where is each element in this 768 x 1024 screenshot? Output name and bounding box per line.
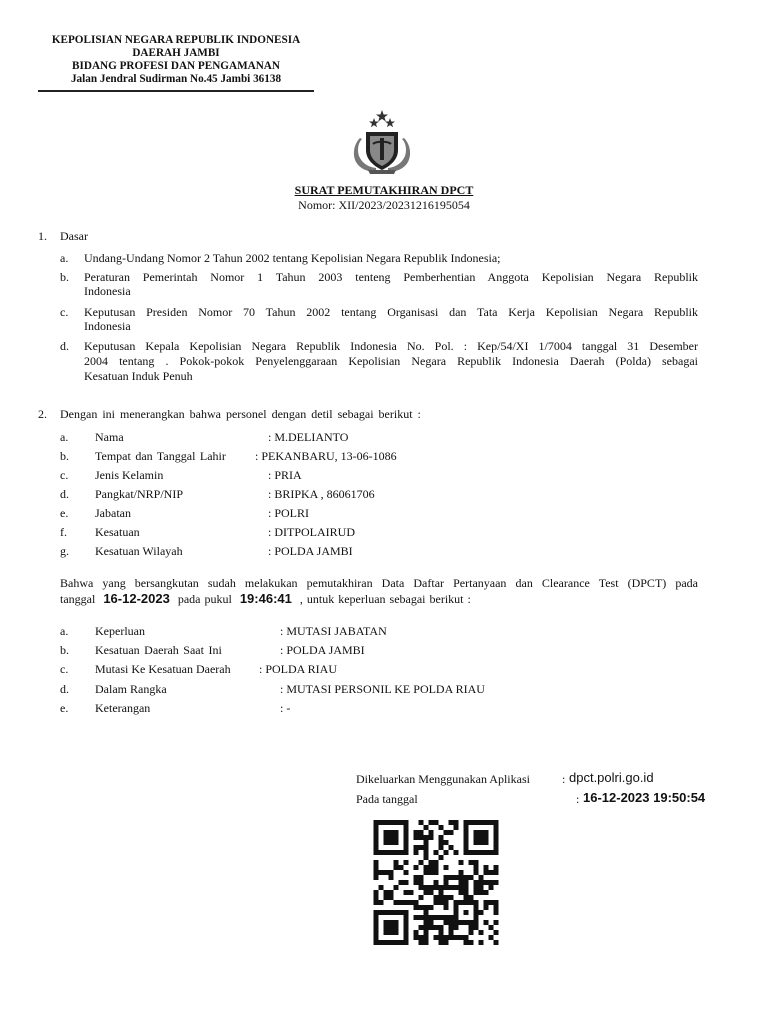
detail-label: Kesatuan Wilayah (95, 544, 183, 558)
dasar-item-letter: b. (60, 270, 69, 284)
detail-letter: b. (60, 449, 69, 463)
detail-letter: f. (60, 525, 67, 539)
dasar-item-text: Undang-Undang Nomor 2 Tahun 2002 tentang Kepolisian Negara Republik Indonesia; (84, 251, 501, 265)
purpose-value: : POLDA RIAU (259, 662, 338, 676)
detail-letter: e. (60, 506, 69, 520)
detail-label: Nama (95, 430, 124, 444)
purpose-value: : - (280, 701, 291, 715)
detail-value: : M.DELIANTO (268, 430, 349, 444)
detail-value: : POLRI (268, 506, 310, 520)
detail-value: : PEKANBARU, 13-06-1086 (255, 449, 397, 463)
purpose-value: : POLDA JAMBI (280, 643, 365, 657)
section-1-heading: Dasar (60, 229, 88, 243)
issued-date: 16-12-2023 19:50:54 (583, 790, 706, 805)
dasar-item-letter: c. (60, 305, 69, 319)
date-label: Pada tanggal (356, 792, 418, 806)
statement-suffix: , untuk keperluan sebagai berikut : (299, 592, 471, 606)
purpose-value: : MUTASI PERSONIL KE POLDA RIAU (280, 682, 485, 696)
police-emblem-icon (346, 108, 418, 176)
purpose-letter: d. (60, 682, 69, 696)
section-2-number: 2. (38, 407, 47, 421)
letterhead-address: Jalan Jendral Sudirman No.45 Jambi 36138 (70, 73, 282, 85)
detail-letter: d. (60, 487, 69, 501)
letterhead-line-3: BIDANG PROFESI DAN PENGAMANAN (72, 60, 280, 72)
dasar-item-letter: d. (60, 339, 69, 353)
app-url: dpct.polri.go.id (569, 770, 654, 785)
section-1-number: 1. (38, 229, 47, 243)
dasar-item-text: Indonesia (84, 284, 131, 298)
dasar-item-letter: a. (60, 251, 69, 265)
dasar-item-text: 2004 tentang . Pokok-pokok Penyelenggaraan Kepolisian Negara Republik Indonesia Daerah (Polda) sebagai (84, 354, 698, 368)
detail-letter: g. (60, 544, 69, 558)
detail-value: : BRIPKA , 86061706 (268, 487, 375, 501)
detail-label: Kesatuan (95, 525, 140, 539)
statement-line-2 (60, 592, 471, 607)
qr-code-icon (371, 820, 501, 945)
statement-mid: pada pukul (177, 592, 232, 606)
detail-letter: a. (60, 430, 69, 444)
purpose-letter: e. (60, 701, 69, 715)
detail-label: Tempat dan Tanggal Lahir (95, 449, 226, 463)
detail-value: : POLDA JAMBI (268, 544, 353, 558)
purpose-letter: a. (60, 624, 69, 638)
letterhead (38, 34, 314, 86)
statement-line-1: Bahwa yang bersangkutan sudah melakukan pemutakhiran Data Daftar Pertanyaan dan Clearance Test (DPCT) pada (60, 576, 698, 590)
purpose-letter: b. (60, 643, 69, 657)
purpose-label: Dalam Rangka (95, 682, 167, 696)
purpose-label: Keterangan (95, 701, 151, 715)
section-2-intro: Dengan ini menerangkan bahwa personel dengan detil sebagai berikut : (60, 407, 421, 421)
detail-value: : PRIA (268, 468, 302, 482)
date-colon: : (576, 792, 580, 806)
letterhead-line-2: DAERAH JAMBI (132, 47, 220, 59)
statement-date: 16-12-2023 (103, 591, 170, 606)
dasar-item-text: Keputusan Presiden Nomor 70 Tahun 2002 tentang Organisasi dan Tata Kerja Kepolisian Negara Republik (84, 305, 698, 319)
statement-prefix: tanggal (60, 592, 96, 606)
letterhead-line-1: KEPOLISIAN NEGARA REPUBLIK INDONESIA (51, 34, 301, 46)
purpose-label: Keperluan (95, 624, 145, 638)
dasar-item-text: Keputusan Kepala Kepolisian Negara Republik Indonesia No. Pol. : Kep/54/XI 1/7004 tanggal 31 Desember (84, 339, 698, 353)
issued-label: Dikeluarkan Menggunakan Aplikasi (356, 772, 530, 786)
document-title: SURAT PEMUTAKHIRAN DPCT (294, 183, 474, 197)
issued-colon: : (562, 772, 566, 786)
detail-label: Jenis Kelamin (95, 468, 164, 482)
detail-label: Jabatan (95, 506, 131, 520)
statement-time: 19:46:41 (239, 591, 292, 606)
dasar-item-text: Peraturan Pemerintah Nomor 1 Tahun 2003 tenteng Pemberhentian Anggota Kepolisian Negara Republik (84, 270, 698, 284)
detail-letter: c. (60, 468, 69, 482)
dasar-item-text: Indonesia (84, 319, 131, 333)
purpose-label: Mutasi Ke Kesatuan Daerah (95, 662, 231, 676)
dasar-item-text: Kesatuan Induk Penuh (84, 369, 193, 383)
purpose-value: : MUTASI JABATAN (280, 624, 387, 638)
letterhead-divider (38, 90, 314, 92)
purpose-letter: c. (60, 662, 69, 676)
purpose-label: Kesatuan Daerah Saat Ini (95, 643, 222, 657)
detail-label: Pangkat/NRP/NIP (95, 487, 184, 501)
detail-value: : DITPOLAIRUD (268, 525, 355, 539)
document-number: Nomor: XII/2023/20231216195054 (298, 198, 470, 212)
